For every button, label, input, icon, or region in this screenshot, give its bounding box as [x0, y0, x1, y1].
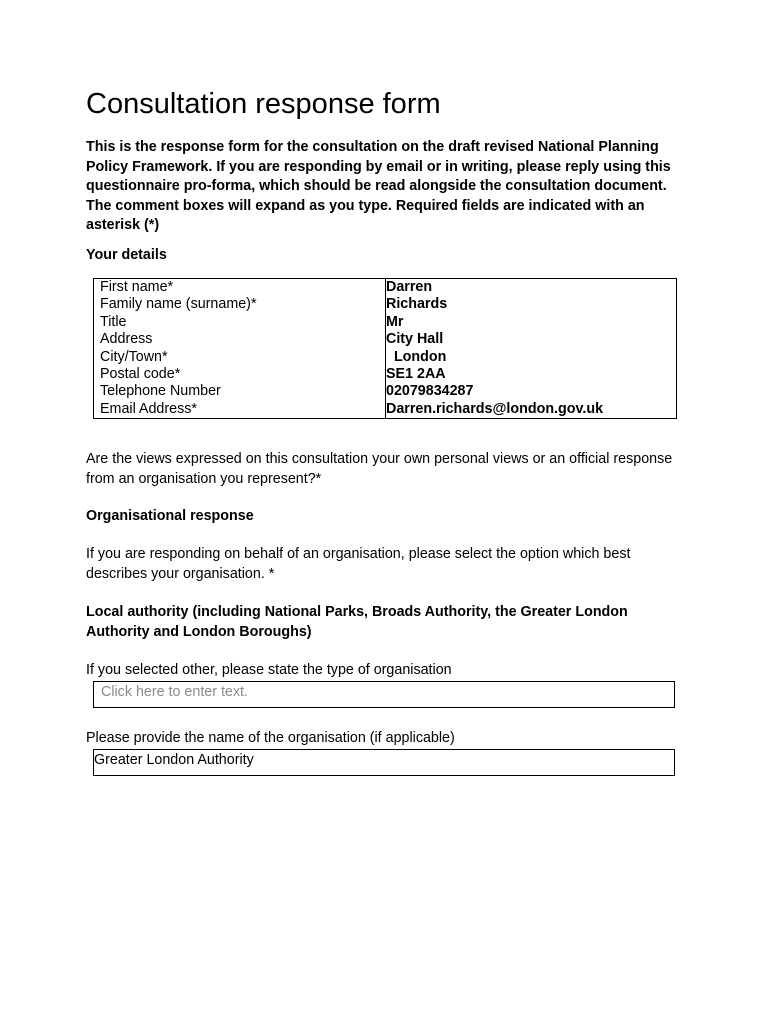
postal-code-label: Postal code*	[94, 366, 386, 383]
selected-organisation-type[interactable]: Local authority (including National Parks, Broads Authority, the Greater London Authority and London Boroughs)	[86, 604, 628, 640]
views-question: Are the views expressed on this consultation your own personal views or an official response from an organisation you represent?*	[86, 451, 673, 487]
table-row	[94, 279, 677, 297]
your-details-table	[93, 278, 677, 419]
other-organisation-input[interactable]	[93, 681, 675, 708]
table-row	[94, 366, 677, 383]
address-label: Address	[94, 331, 386, 348]
title-field[interactable]: Mr	[386, 314, 677, 331]
city-label: City/Town*	[94, 349, 386, 366]
email-field[interactable]: Darren.richards@london.gov.uk	[386, 401, 677, 419]
address-field[interactable]: City Hall	[386, 331, 677, 348]
organisation-name-label: Please provide the name of the organisation (if applicable)	[86, 730, 455, 746]
table-row	[94, 401, 677, 419]
family-name-label: Family name (surname)*	[94, 296, 386, 313]
first-name-field[interactable]: Darren	[386, 279, 677, 297]
table-row	[94, 383, 677, 400]
telephone-label: Telephone Number	[94, 383, 386, 400]
other-organisation-label: If you selected other, please state the type of organisation	[86, 662, 452, 678]
organisation-type-question: If you are responding on behalf of an organisation, please select the option which best describes your organisation. *	[86, 546, 631, 582]
organisation-name-value: Greater London Authority	[94, 752, 254, 768]
email-label: Email Address*	[94, 401, 386, 419]
your-details-heading: Your details	[86, 247, 167, 263]
city-field[interactable]: London	[386, 349, 677, 366]
title-label: Title	[94, 314, 386, 331]
table-row	[94, 349, 677, 366]
page-title: Consultation response form	[86, 88, 441, 120]
telephone-field[interactable]: 02079834287	[386, 383, 677, 400]
family-name-field[interactable]: Richards	[386, 296, 677, 313]
first-name-label: First name*	[94, 279, 386, 297]
postal-code-field[interactable]: SE1 2AA	[386, 366, 677, 383]
table-row	[94, 314, 677, 331]
table-row	[94, 296, 677, 313]
table-row	[94, 331, 677, 348]
organisational-response-heading: Organisational response	[86, 508, 254, 524]
organisation-name-input[interactable]	[93, 749, 675, 776]
other-organisation-placeholder: Click here to enter text.	[101, 684, 249, 700]
intro-paragraph: This is the response form for the consultation on the draft revised National Planning Policy Framework. If you are responding by email or in writing, please reply using this questionnaire pro-forma, which should be read alongside the consultation document. The comment boxes will expand as you type. Required fields are indicated with an asterisk (*)	[86, 139, 671, 234]
